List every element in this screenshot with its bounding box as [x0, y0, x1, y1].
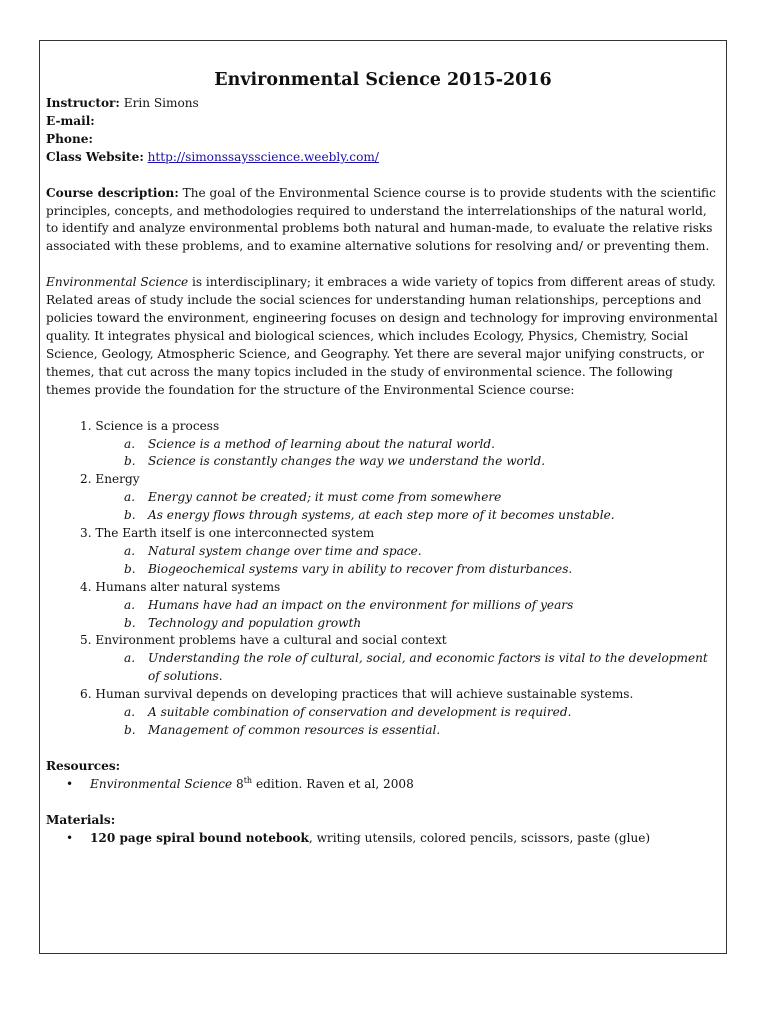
subitem-marker: a. — [124, 543, 136, 558]
resources-heading: Resources: — [46, 758, 121, 773]
subitem-text: Science is a method of learning about the natural world. — [148, 436, 496, 451]
theme-item — [80, 686, 720, 740]
materials-list — [46, 830, 720, 848]
course-description-text: The goal of the Environmental Science course is to provide students with the scientific principles, concepts, and methodologies required to understand the interrelationships of the natural world, to identify and analyze environmental problems both natural and human-made, to evaluate the relative risks associated with these problems, and to examine alternative solutions for resolving and/ or preventing them. — [46, 185, 716, 254]
instructor-line — [46, 95, 720, 113]
course-description-label: Course description: — [46, 185, 179, 200]
website-line — [46, 149, 720, 167]
materials-heading: Materials: — [46, 812, 116, 827]
theme-text: Energy — [95, 472, 140, 487]
instructor-name: Erin Simons — [123, 96, 199, 110]
subitem-text: Natural system change over time and space. — [148, 543, 422, 558]
subitem-text: Technology and population growth — [148, 615, 362, 630]
phone-line — [46, 131, 720, 149]
bullet-icon: • — [66, 830, 74, 845]
subitem-marker: b. — [124, 508, 136, 523]
theme-text: Humans alter natural systems — [95, 579, 281, 594]
theme-number: 1. — [80, 418, 92, 433]
bullet-icon: • — [66, 776, 74, 791]
theme-subitem — [124, 489, 720, 507]
intro-text: is interdisciplinary; it embraces a wide variety of topics from different areas of study. Related areas of study include the social sciences for understanding human relationships, perceptions and policies toward the environment, engineering focuses on design and technology for improving environmental quality. It integrates physical and biological sciences, which includes Ecology, Physics, Chemistry, Social Science, Geology, Atmospheric Science, and Geography. Yet there are several major unifying constructs, or themes, that cut across the many topics included in the study of environmental science. The following themes provide the foundation for the structure of the Environmental Science course: — [46, 275, 718, 397]
theme-subitem — [124, 453, 720, 471]
subitem-text: Management of common resources is essential. — [148, 723, 441, 737]
material-item — [66, 830, 720, 848]
theme-subitem — [124, 436, 720, 454]
subitem-marker: b. — [124, 454, 136, 469]
website-link[interactable]: http://simonssaysscience.weebly.com/ — [147, 149, 379, 164]
theme-subitem — [124, 507, 720, 525]
resource-rest: edition. Raven et al, 2008 — [252, 776, 414, 791]
subitem-marker: a. — [124, 597, 136, 612]
theme-subitem — [124, 704, 720, 722]
subitem-text: Energy cannot be created; it must come from somewhere — [148, 490, 502, 505]
resource-edition-suffix: th — [243, 775, 253, 785]
resource-edition: 8 — [232, 776, 244, 791]
themes-list — [46, 418, 720, 740]
theme-item — [80, 525, 720, 579]
theme-number: 4. — [80, 579, 92, 594]
theme-item — [80, 632, 720, 686]
theme-subitem — [124, 597, 720, 615]
subitem-text: Science is constantly changes the way we understand the world. — [148, 454, 546, 469]
theme-text: The Earth itself is one interconnected system — [95, 526, 375, 541]
theme-item — [80, 471, 720, 525]
theme-subitem — [124, 543, 720, 561]
subitem-text: Understanding the role of cultural, social, and economic factors is vital to the development of solutions. — [148, 651, 708, 684]
theme-item — [80, 579, 720, 633]
website-label: Class Website: — [46, 149, 144, 164]
theme-subitem — [124, 561, 720, 579]
theme-subitem — [124, 615, 720, 633]
subitem-marker: a. — [124, 651, 136, 666]
theme-text: Environment problems have a cultural and social context — [95, 633, 447, 648]
theme-number: 2. — [80, 472, 92, 487]
material-rest: , writing utensils, colored pencils, scissors, paste (glue) — [308, 830, 651, 845]
subitem-marker: a. — [124, 436, 136, 451]
theme-text: Human survival depends on developing practices that will achieve sustainable systems. — [95, 687, 634, 702]
page-title: Environmental Science 2015-2016 — [214, 70, 552, 90]
subitem-marker: b. — [124, 615, 136, 630]
subitem-text: Biogeochemical systems vary in ability to recover from disturbances. — [148, 561, 573, 576]
instructor-label: Instructor: — [46, 96, 120, 110]
intro-paragraph — [46, 274, 720, 399]
theme-subitem — [124, 650, 720, 686]
intro-italic: Environmental Science — [46, 275, 189, 290]
subitem-marker: a. — [124, 490, 136, 505]
resource-item — [66, 776, 720, 794]
resource-title: Environmental Science — [90, 776, 233, 791]
subitem-text: A suitable combination of conservation and development is required. — [148, 705, 572, 720]
theme-subitem — [124, 722, 720, 740]
subitem-marker: a. — [124, 705, 136, 720]
theme-number: 5. — [80, 633, 92, 648]
syllabus-page — [39, 40, 727, 954]
course-description — [46, 185, 720, 257]
theme-number: 3. — [80, 526, 92, 541]
theme-item — [80, 418, 720, 472]
theme-number: 6. — [80, 687, 92, 702]
email-line — [46, 113, 720, 131]
phone-label: Phone: — [46, 131, 93, 146]
subitem-text: As energy flows through systems, at each step more of it becomes unstable. — [148, 508, 615, 523]
material-notebook: 120 page spiral bound notebook — [90, 830, 309, 845]
theme-text: Science is a process — [95, 418, 220, 433]
subitem-text: Humans have had an impact on the environment for millions of years — [148, 597, 574, 612]
subitem-marker: b. — [124, 561, 136, 576]
subitem-marker: b. — [124, 723, 136, 737]
email-label: E-mail: — [46, 113, 95, 128]
resources-list — [46, 776, 720, 794]
